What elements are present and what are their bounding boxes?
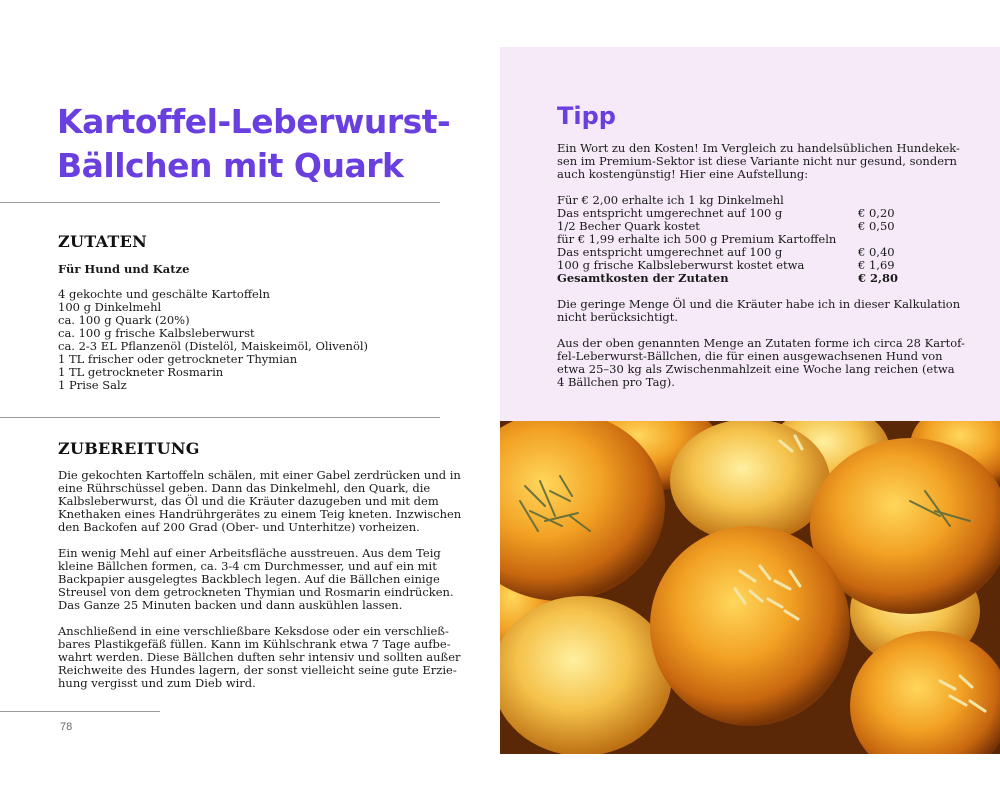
- recipe-title-line: Bällchen mit Quark: [57, 146, 404, 185]
- text-line: Aus der oben genannten Menge an Zutaten forme ich circa 28 Kartof-: [557, 336, 965, 350]
- recipe-title: [57, 100, 457, 188]
- text-line: 4 Bällchen pro Tag).: [557, 375, 675, 389]
- ingredients-subheading: Für Hund und Katze: [58, 262, 190, 276]
- text-line: wahrt werden. Diese Bällchen duften sehr intensiv und sollten außer: [58, 650, 461, 664]
- text-line: nicht berücksichtigt.: [557, 310, 679, 324]
- ingredient-item: 1 Prise Salz: [58, 378, 127, 392]
- text-line: Knethaken eines Handrührgerätes zu einem Teig kneten. Inzwischen: [58, 507, 462, 521]
- text-line: Ein wenig Mehl auf einer Arbeitsfläche ausstreuen. Aus dem Teig: [58, 546, 441, 560]
- baked-balls-photo: [500, 421, 1000, 754]
- tip-intro: [557, 141, 960, 181]
- cost-description: Gesamtkosten der Zutaten: [557, 271, 729, 285]
- tip-closing: [557, 336, 965, 389]
- ingredients-heading: ZUTATEN: [58, 232, 148, 251]
- text-line: bares Plastikgefäß füllen. Kann im Kühlschrank etwa 7 Tage aufbe-: [58, 637, 451, 651]
- tip-note: [557, 297, 961, 324]
- cost-description: Das entspricht umgerechnet auf 100 g: [557, 245, 783, 259]
- tip-box: [500, 47, 1000, 421]
- ingredient-item: 4 gekochte und geschälte Kartoffeln: [58, 287, 270, 301]
- text-line: etwa 25–30 kg als Zwischenmahlzeit eine Woche lang reichen (etwa: [557, 362, 955, 376]
- text-line: kleine Bällchen formen, ca. 3-4 cm Durchmesser, und auf ein mit: [58, 559, 437, 573]
- cost-description: 1/2 Becher Quark kostet: [557, 219, 700, 233]
- text-line: fel-Leberwurst-Bällchen, die für einen ausgewachsenen Hund von: [557, 349, 943, 363]
- cost-description: für € 1,99 erhalte ich 500 g Premium Kartoffeln: [557, 232, 837, 246]
- text-line: Ein Wort zu den Kosten! Im Vergleich zu handelsüblichen Hundekek-: [557, 141, 960, 155]
- cost-table: [557, 194, 947, 285]
- divider: [0, 417, 440, 418]
- ingredients-list: [58, 288, 368, 392]
- ingredient-item: ca. 100 g frische Kalbsleberwurst: [58, 326, 255, 340]
- ingredient-item: 1 TL frischer oder getrockneter Thymian: [58, 352, 298, 366]
- recipe-title-line: Kartoffel-Leberwurst-: [57, 102, 451, 141]
- divider: [0, 202, 440, 203]
- text-line: Streusel von dem getrockneten Thymian und Rosmarin eindrücken.: [58, 585, 454, 599]
- preparation-heading: ZUBEREITUNG: [58, 439, 200, 458]
- cost-total-row: [557, 272, 947, 285]
- cost-amount: € 0,50: [858, 219, 895, 233]
- text-line: hung vergisst und zum Dieb wird.: [58, 676, 256, 690]
- text-line: Das Ganze 25 Minuten backen und dann auskühlen lassen.: [58, 598, 403, 612]
- text-line: sen im Premium-Sektor ist diese Variante nicht nur gesund, sondern: [557, 154, 957, 168]
- footer-divider: [0, 711, 160, 712]
- preparation-paragraph: [58, 468, 462, 534]
- cost-amount: € 0,40: [858, 245, 895, 259]
- page-number: 78: [60, 721, 73, 733]
- preparation-paragraph: [58, 624, 461, 690]
- text-line: Backpapier ausgelegtes Backblech legen. Auf die Bällchen einige: [58, 572, 440, 586]
- text-line: eine Rührschüssel geben. Dann das Dinkelmehl, den Quark, die: [58, 481, 431, 495]
- ingredient-item: 1 TL getrockneter Rosmarin: [58, 365, 224, 379]
- text-line: den Backofen auf 200 Grad (Ober- und Unterhitze) vorheizen.: [58, 520, 420, 534]
- preparation-text: [58, 468, 462, 703]
- ingredient-item: ca. 2-3 EL Pflanzenöl (Distelöl, Maiskeimöl, Olivenöl): [58, 339, 369, 353]
- cost-amount: € 1,69: [858, 258, 895, 272]
- text-line: auch kostengünstig! Hier eine Aufstellung:: [557, 167, 809, 181]
- cost-description: 100 g frische Kalbsleberwurst kostet etwa: [557, 258, 805, 272]
- preparation-paragraph: [58, 546, 454, 612]
- cost-amount: € 0,20: [858, 206, 895, 220]
- text-line: Kalbsleberwurst, das Öl und die Kräuter dazugeben und mit dem: [58, 494, 439, 508]
- text-line: Die geringe Menge Öl und die Kräuter habe ich in dieser Kalkulation: [557, 297, 961, 311]
- ingredient-item: ca. 100 g Quark (20%): [58, 313, 190, 327]
- cost-description: Für € 2,00 erhalte ich 1 kg Dinkelmehl: [557, 193, 784, 207]
- cost-amount: € 2,80: [858, 271, 899, 285]
- text-line: Reichweite des Hundes lagern, der sonst vielleicht seine gute Erzie-: [58, 663, 457, 677]
- text-line: Anschließend in eine verschließbare Keksdose oder ein verschließ-: [58, 624, 449, 638]
- cost-description: Das entspricht umgerechnet auf 100 g: [557, 206, 783, 220]
- tip-title: Tipp: [557, 102, 616, 130]
- tip-body: [557, 141, 965, 402]
- ingredient-item: 100 g Dinkelmehl: [58, 300, 162, 314]
- text-line: Die gekochten Kartoffeln schälen, mit einer Gabel zerdrücken und in: [58, 468, 461, 482]
